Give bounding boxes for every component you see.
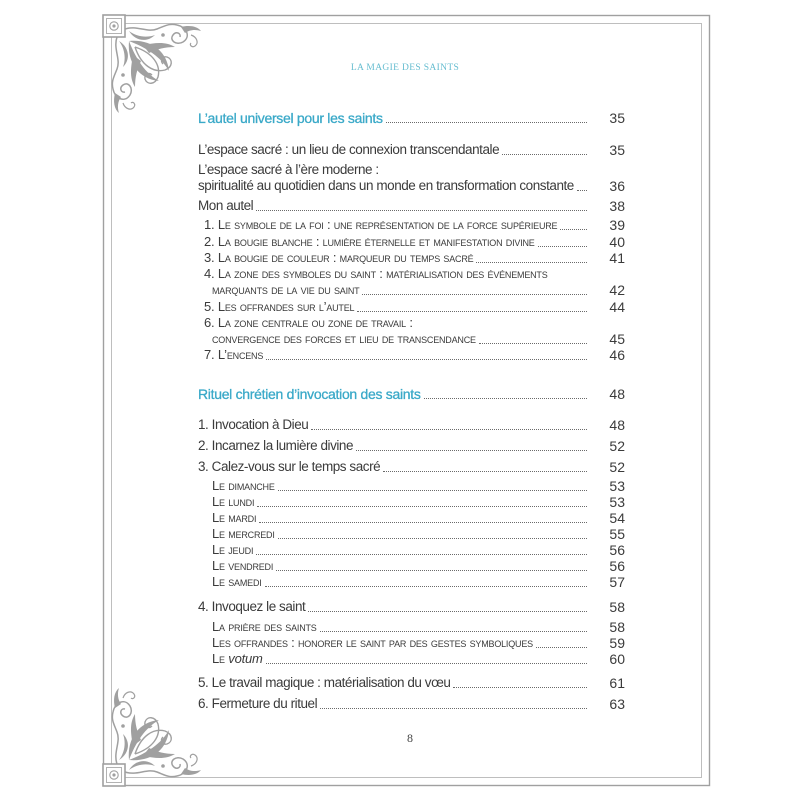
entry-title: 1. Invocation à Dieu	[198, 417, 309, 432]
entry-title: Le vendredi	[212, 558, 274, 573]
page-ref: 55	[609, 526, 625, 542]
dot-leader	[265, 574, 587, 587]
dot-leader	[476, 250, 587, 263]
toc-entry	[198, 198, 625, 214]
page-ref: 41	[609, 250, 625, 266]
dot-leader	[479, 331, 587, 344]
entry-title: 5. Les offrandes sur l’autel	[204, 299, 355, 314]
entry-title: Le jeudi	[212, 542, 254, 557]
entry-title: 3. La bougie de couleur : marqueur du temps sacré	[204, 250, 474, 265]
page-ref: 42	[609, 282, 625, 298]
dot-leader	[257, 494, 587, 507]
entry-title: 7. L’encens	[204, 347, 264, 362]
entry-title: 6. Fermeture du rituel	[198, 696, 318, 711]
toc-entry	[198, 417, 625, 433]
toc-subentry	[198, 234, 625, 250]
toc-subentry-day	[198, 494, 625, 510]
page-ref: 58	[609, 599, 625, 615]
dot-leader	[362, 282, 587, 295]
section-title: Rituel chrétien d’invocation des saints	[198, 386, 421, 402]
entry-title: 4. Invoquez le saint	[198, 599, 306, 614]
toc-subentry	[198, 347, 625, 363]
page-ref: 59	[609, 635, 625, 651]
dot-leader	[308, 599, 587, 612]
page-ref: 36	[609, 178, 625, 194]
page-ref: 56	[609, 558, 625, 574]
toc-subentry	[198, 635, 625, 651]
entry-title: Le mardi	[212, 510, 257, 525]
toc-subentry	[198, 250, 625, 266]
toc-subentry	[198, 299, 625, 315]
dot-leader	[386, 109, 587, 123]
page-ref: 53	[609, 494, 625, 510]
entry-title: Mon autel	[198, 198, 254, 213]
toc-entry-line1	[198, 162, 625, 178]
entry-title: 2. Incarnez la lumière divine	[198, 438, 354, 453]
page-ref: 56	[609, 542, 625, 558]
page-ref: 54	[609, 510, 625, 526]
entry-title-continued: marquants de la vie du saint	[212, 282, 360, 297]
entry-title-italic: votum	[228, 651, 263, 666]
entry-title: 1. Le symbole de la foi : une représentation de la force supérieure	[204, 217, 558, 232]
entry-title: 4. La zone des symboles du saint : matérialisation des événements	[204, 266, 548, 281]
toc-subentry-day	[198, 510, 625, 526]
page-ref: 45	[609, 331, 625, 347]
entry-title: 3. Calez-vous sur le temps sacré	[198, 459, 381, 474]
toc-subentry-day	[198, 542, 625, 558]
page-ref: 48	[609, 386, 625, 402]
page-ref: 60	[609, 651, 625, 667]
page-ref: 57	[609, 574, 625, 590]
dot-leader	[276, 558, 587, 571]
dot-leader	[560, 217, 587, 230]
page-number: 8	[407, 731, 413, 745]
page-ref: 63	[609, 696, 625, 712]
page-ref: 52	[609, 438, 625, 454]
section-title: L’autel universel pour les saints	[198, 110, 383, 126]
dot-leader	[259, 510, 587, 523]
entry-title-text: Le	[212, 651, 225, 666]
toc-section-heading	[198, 385, 625, 403]
page-ref: 39	[609, 217, 625, 233]
dot-leader	[356, 438, 587, 451]
dot-leader	[256, 198, 587, 211]
page-ref: 35	[609, 142, 625, 158]
entry-title: Le samedi	[212, 574, 262, 589]
toc-entry	[198, 696, 625, 712]
page-ref: 35	[609, 110, 625, 126]
toc-subentry-day	[198, 558, 625, 574]
toc-section-heading	[198, 109, 625, 127]
entry-title: La prière des saints	[212, 619, 317, 634]
dot-leader	[278, 526, 587, 539]
toc-subentry-line1	[198, 315, 625, 331]
toc-entry	[198, 675, 625, 691]
page-ref: 48	[609, 417, 625, 433]
entry-title: 6. La zone centrale ou zone de travail :	[204, 315, 413, 330]
dot-leader	[536, 635, 587, 648]
dot-leader	[424, 385, 587, 399]
page-ref: 38	[609, 198, 625, 214]
entry-title: Le lundi	[212, 494, 255, 509]
entry-title-continued: convergence des forces et lieu de transcendance	[212, 331, 476, 346]
page-ref: 40	[609, 234, 625, 250]
entry-title: Le dimanche	[212, 478, 275, 493]
page-ref: 44	[609, 299, 625, 315]
page-ref: 53	[609, 478, 625, 494]
toc-entry	[198, 438, 625, 454]
dot-leader	[256, 542, 587, 555]
entry-title: 2. La bougie blanche : lumière éternelle et manifestation divine	[204, 234, 535, 249]
toc-subentry-line1	[198, 266, 625, 282]
toc-subentry-line2	[198, 282, 625, 298]
toc-subentry-day	[198, 526, 625, 542]
page-ref: 52	[609, 459, 625, 475]
entry-title: L’espace sacré à l’ère moderne :	[198, 162, 379, 177]
toc-subentry-day	[198, 478, 625, 494]
dot-leader	[357, 299, 587, 312]
dot-leader	[577, 178, 587, 191]
running-title: LA MAGIE DES SAINTS	[350, 63, 460, 73]
page-ref: 61	[609, 675, 625, 691]
toc-entry	[198, 599, 625, 615]
corner-ornament-top-left	[103, 15, 201, 113]
corner-ornament-bottom-left	[103, 688, 201, 786]
dot-leader	[266, 347, 587, 360]
page-ref: 58	[609, 619, 625, 635]
toc-subentry	[198, 217, 625, 233]
toc-subentry	[198, 619, 625, 635]
toc-subentry-day	[198, 574, 625, 590]
toc-entry	[198, 459, 625, 475]
entry-title-continued: spiritualité au quotidien dans un monde en transformation constante	[198, 178, 574, 193]
dot-leader	[320, 619, 587, 632]
entry-title: Le mercredi	[212, 526, 275, 541]
toc-entry-line2	[198, 178, 625, 194]
dot-leader	[453, 675, 587, 688]
dot-leader	[320, 696, 587, 709]
entry-title	[198, 651, 263, 667]
toc-subentry	[198, 651, 625, 667]
dot-leader	[383, 459, 587, 472]
toc-entry	[198, 142, 625, 158]
dot-leader	[266, 651, 587, 664]
dot-leader	[502, 142, 587, 155]
entry-title: 5. Le travail magique : matérialisation du vœu	[198, 675, 451, 690]
dot-leader	[538, 234, 587, 247]
page-ref: 46	[609, 347, 625, 363]
entry-title: L’espace sacré : un lieu de connexion transcendantale	[198, 142, 500, 157]
entry-title: Les offrandes : honorer le saint par des gestes symboliques	[212, 635, 533, 650]
dot-leader	[278, 478, 587, 491]
dot-leader	[311, 417, 587, 430]
toc-subentry-line2	[198, 331, 625, 347]
